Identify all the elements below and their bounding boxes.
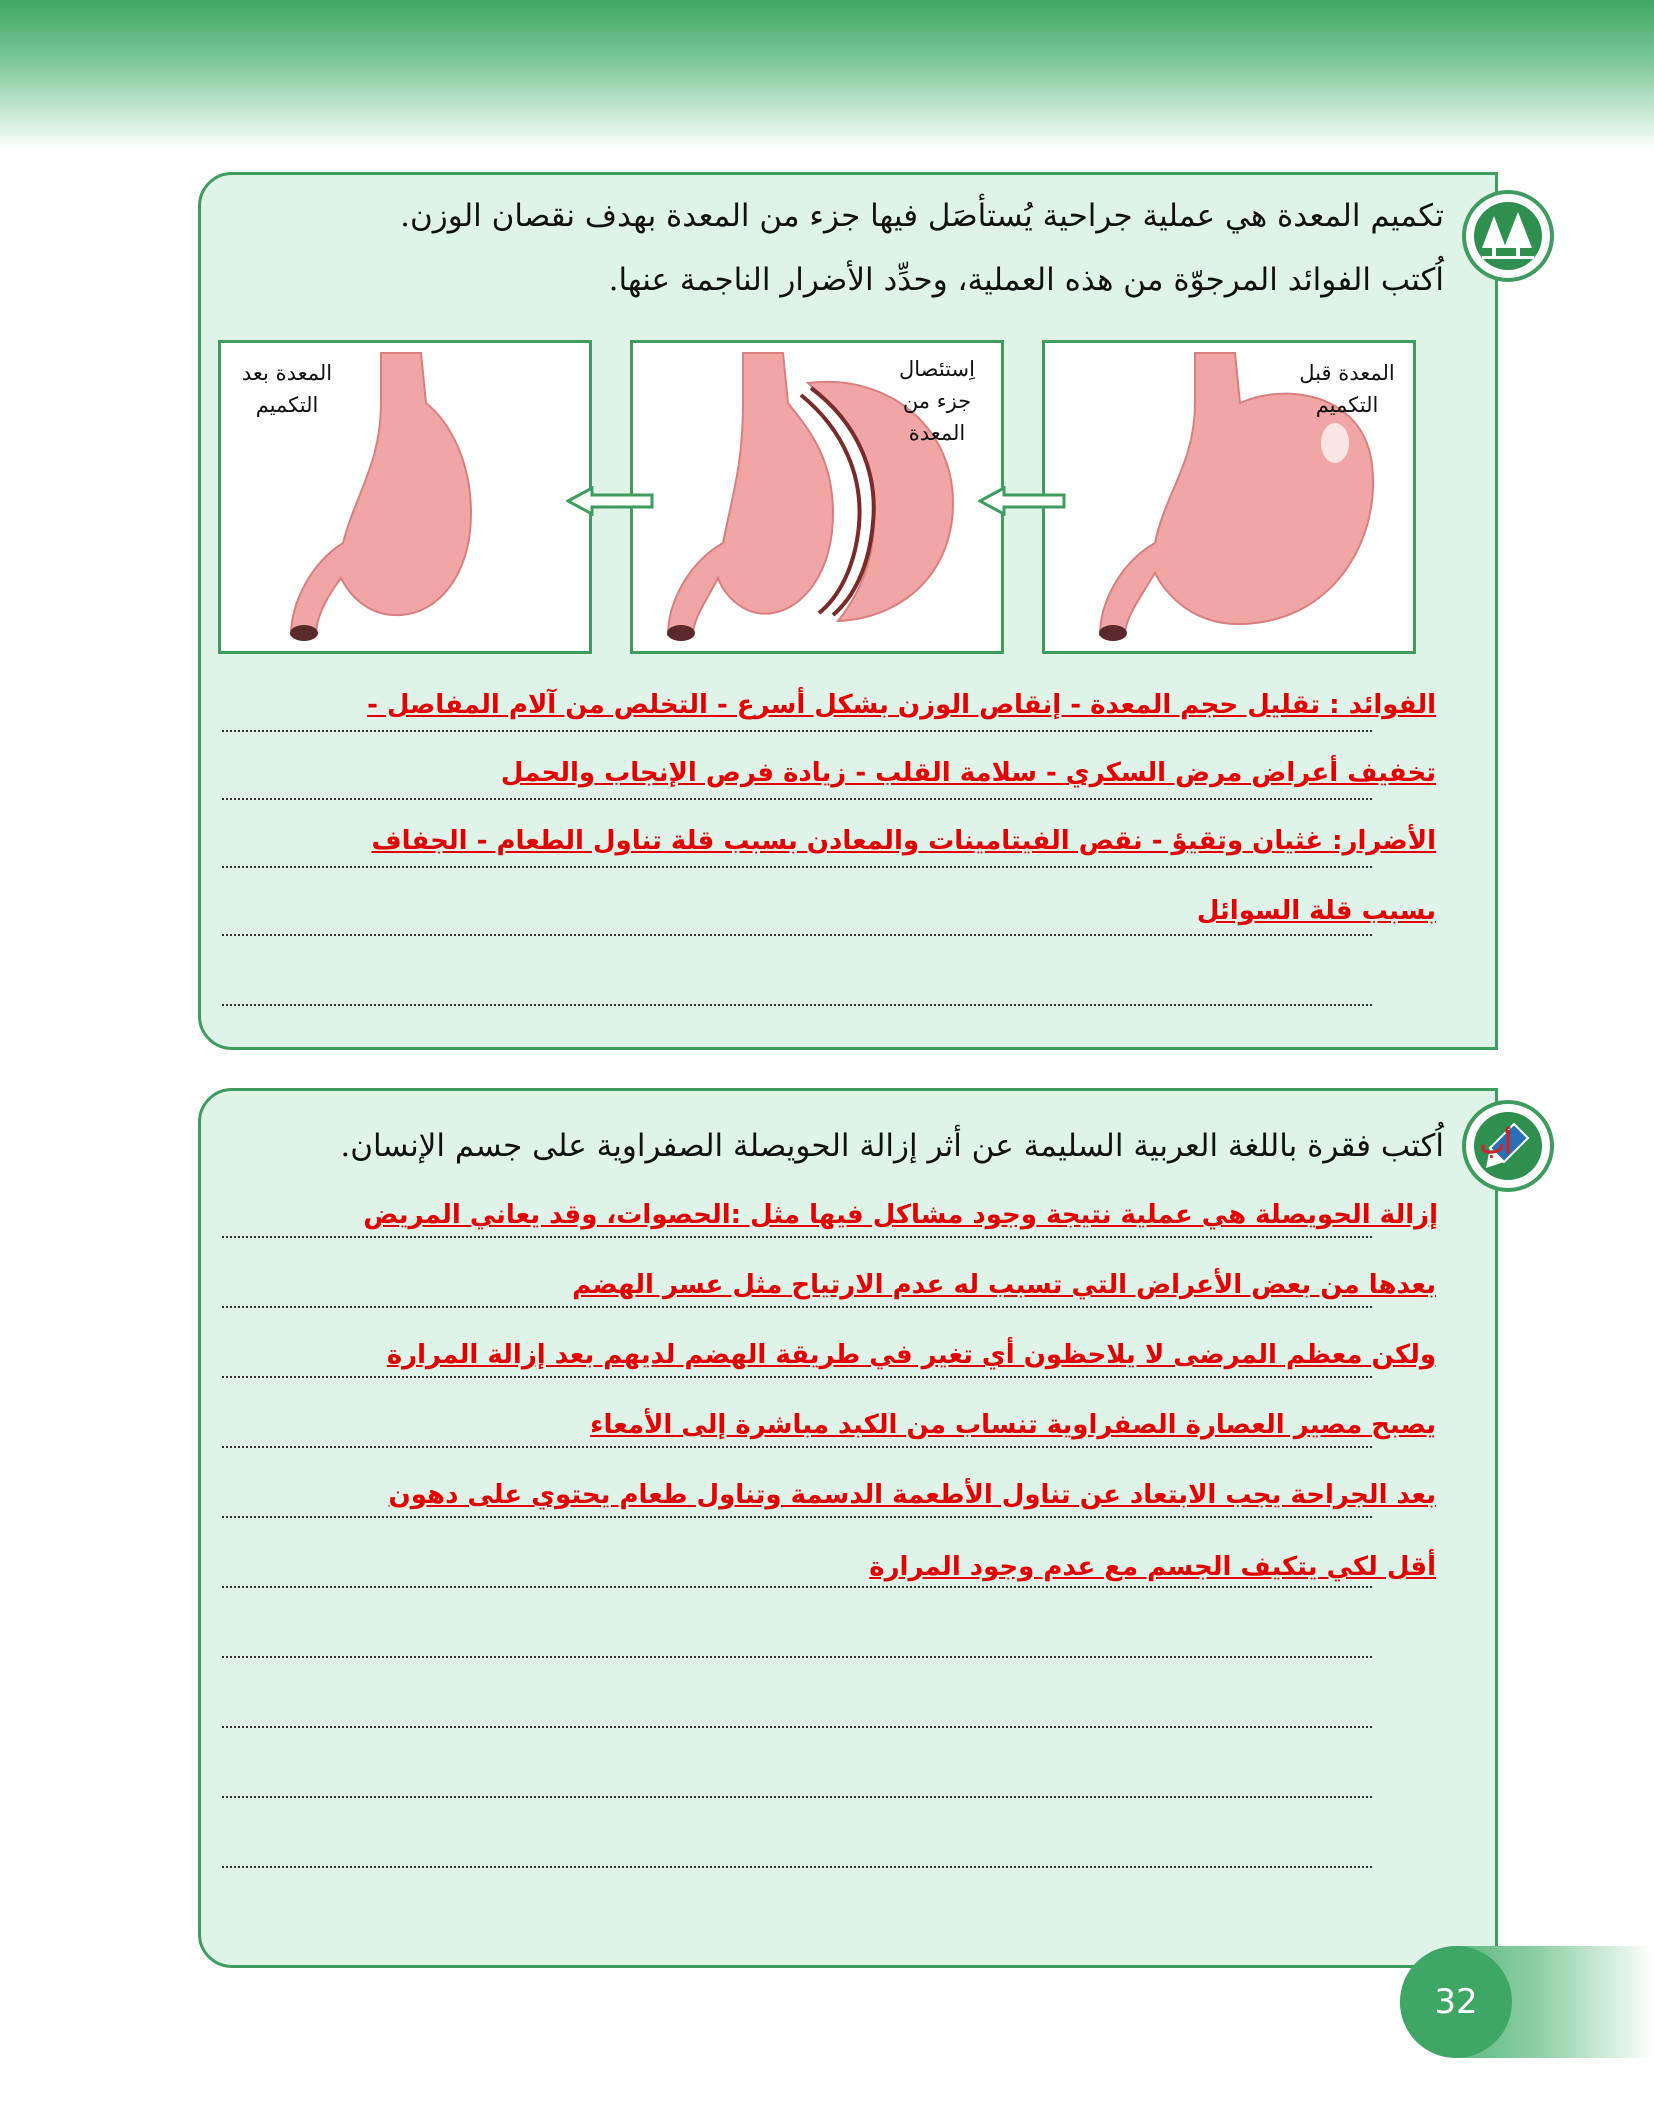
answer-text: يصبح مصير العصارة الصفراوية تنساب من الكبد مباشرة إلى الأمعاء [590, 1410, 1436, 1440]
answer-line [222, 1516, 1372, 1518]
answer-line [222, 1586, 1372, 1588]
answer-text: الأضرار: غثيان وتقيؤ - نقص الفيتامينات والمعادن بسبب قلة تناول الطعام - الجفاف [371, 826, 1436, 856]
arrow-left-icon [566, 486, 654, 520]
figure-stomach-after [218, 340, 592, 654]
figure-stomach-before [1042, 340, 1416, 654]
answer-text: تخفيف أعراض مرض السكري - سلامة القلب - زيادة فرص الإنجاب والحمل [500, 758, 1436, 788]
figure-label-removal: اِستئصال جزء من المعدة [899, 357, 975, 445]
answer-line [222, 798, 1372, 800]
answer-line [222, 934, 1372, 936]
answer-line [222, 1656, 1372, 1658]
arrow-left-icon [978, 486, 1066, 520]
figure-label-after: المعدة بعد التكميم [241, 361, 333, 417]
page-number: 32 [1400, 1946, 1512, 2058]
answer-line [222, 1376, 1372, 1378]
answer-line [222, 730, 1372, 732]
answer-text: إزالة الحويصلة هي عملية نتيجة وجود مشاكل فيها مثل :الحصوات، وقد يعاني المريض [363, 1200, 1438, 1230]
answer-line [222, 1446, 1372, 1448]
answer-text: بعد الجراحة يجب الابتعاد عن تناول الأطعمة الدسمة وتناول طعام يحتوي على دهون [388, 1480, 1436, 1510]
trees-icon [1474, 202, 1542, 270]
answer-line [222, 1866, 1372, 1868]
activity-badge [1462, 190, 1554, 282]
answer-line [222, 866, 1372, 868]
answer-text: بسبب قلة السوائل [1196, 896, 1436, 926]
answer-text: ولكن معظم المرضى لا يلاحظون أي تغير في طريقة الهضم لديهم بعد إزالة المرارة [386, 1340, 1436, 1370]
activity-prompt-line-2: اُكتب الفوائد المرجوّة من هذه العملية، وحدِّد الأضرار الناجمة عنها. [608, 262, 1444, 298]
figure-stomach-removal [630, 340, 1004, 654]
answer-text: الفوائد : تقليل حجم المعدة - إنقاص الوزن بشكل أسرع - التخلص من آلام المفاصل - [367, 690, 1436, 720]
answer-text: بعدها من بعض الأعراض التي تسبب له عدم الارتياح مثل عسر الهضم [572, 1270, 1436, 1300]
figure-label-before: المعدة قبل التكميم [1299, 361, 1395, 417]
answer-line [222, 1236, 1372, 1238]
activity-prompt-line-1: تكميم المعدة هي عملية جراحية يُستأصَل فيها جزء من المعدة بهدف نقصان الوزن. [400, 198, 1444, 234]
answer-text: أقل لكي يتكيف الجسم مع عدم وجود المرارة [869, 1552, 1436, 1582]
answer-line [222, 1726, 1372, 1728]
answer-line [222, 1306, 1372, 1308]
badge-letters: أب [1480, 1130, 1512, 1160]
pen-icon [1474, 1112, 1542, 1180]
activity-prompt: اُكتب فقرة باللغة العربية السليمة عن أثر إزالة الحويصلة الصفراوية على جسم الإنسان. [340, 1128, 1444, 1164]
answer-line [222, 1004, 1372, 1006]
header-band [0, 0, 1654, 150]
activity-badge [1462, 1100, 1554, 1192]
answer-line [222, 1796, 1372, 1798]
